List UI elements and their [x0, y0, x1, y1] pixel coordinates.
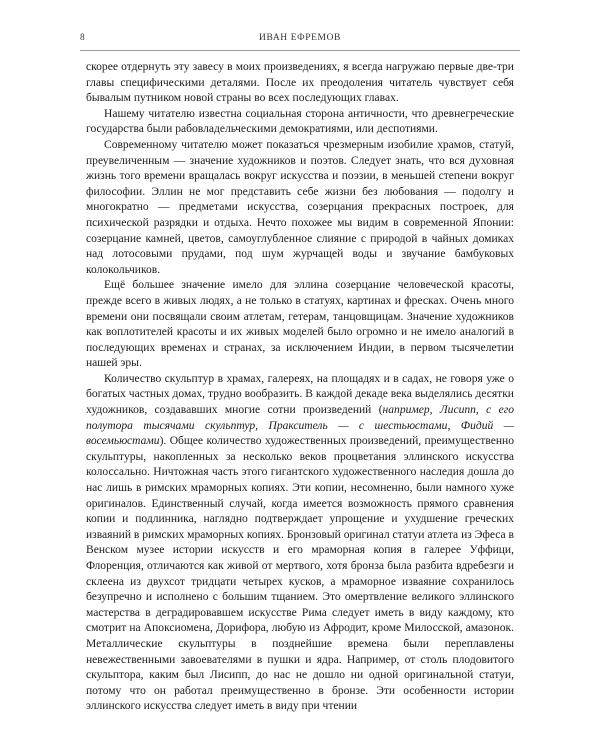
- paragraph-5-text-c: ). Общее количество художественных произведений, преимущественно скульптуры, накопленных за несколько веков процветания эллинского искусства колоссально. Ничтожная часть этого гигантского художественного наследия дошла до нас лишь в римских мраморных копиях. Эти копии, несомненно, были намного хуже оригиналов. Единственный случай, когда имеется возможность прямого сравнения копии и подлинника, наглядно подтверждает упрощение и ухудшение греческих изваяний в римских мраморных копиях. Бронзовый оригинал статуи атлета из Эфеса в Венском музее истории искусств и его мраморная копия в галерее Уффици, Флоренция, отличаются как живой от мертвого, хотя бронза была разбита вдребезги и склеена из двухсот тридцати четырех кусков, а мраморное изваяние сохранилось безупречно и исполнено с большим тщанием. Это омертвление великого эллинского мастерства в деградировавшем искусстве Рима следует иметь в виду каждому, кто смотрит на Апоксиомена, Дорифора, любую из Афродит, кроме Милосской, амазонок. Металлические скульптуры в позднейшие времена были переплавлены невежественными завоевателями в пушки и ядра. Например, от столь плодовитого скульптора, каким был Лисипп, до нас не дошло ни одной оригинальной статуи, потому что он работал преимущественно в бронзе. Эти особенности истории эллинского искусства следует иметь в виду при чтении: [86, 435, 514, 713]
- paragraph-3: Современному читателю может показаться чрезмерным изобилие храмов, статуй, преувеличенным — значение художников и поэтов. Следует знать, что вся духовная жизнь того времени вращалась вокруг искусства и поэзии, в меньшей степени вокруг философии. Эллин не мог представить себе жизни без любования — подолгу и многократно — предметами искусства, созерцания прекрасных построек, для психической разрядки и отдыха. Нечто похожее мы видим в современной Японии: созерцание камней, цветов, самоуглубленное слияние с природой в чайных домиках над лотосовыми прудами, под шум журчащей воды и звучание бамбуковых колокольчиков.: [86, 138, 514, 276]
- page-number: 8: [80, 33, 86, 43]
- header-rule: [80, 50, 520, 51]
- paragraph-1: скорее отдернуть эту завесу в моих произведениях, я всегда нагружаю первые две-три главы специфическими деталями. После их преодоления читатель чувствует себя бывалым путником новой страны во всех последующих главах.: [86, 61, 514, 105]
- paragraph-2: Нашему читателю известна социальная сторона античности, что древнегреческие государства были рабовладельческими демократиями, или деспотиями.: [86, 107, 514, 136]
- paragraph-5-text-a: Количество скульптур в храмах, галереях, на площадях и в садах, не говоря уже о богатых частных домах, трудно вообразить. В каждой декаде века выделялись десятки художников, создававших многие сотни произведений (: [86, 372, 514, 417]
- paragraph-5: [86, 372, 514, 715]
- paragraph-4: Ещё большее значение имело для эллина созерцание человеческой красоты, прежде всего в живых людях, а не только в статуях, картинах и фресках. Очень много времени они посвящали своим атлетам, гетерам, танцовщицам. Значение художников как воплотителей красоты и их живых моделей было огромно и не имело аналогий в последующих временах и странах, за исключением Индии, в первом тысячелетии нашей эры.: [86, 279, 514, 370]
- running-header: [80, 31, 520, 47]
- paragraph-5-italic-aside: например, Лисипп, с его полутора тысячами скульптур, Пракситель — с шестьюстами, Фидий — восемьюстами: [86, 404, 514, 448]
- running-title: ИВАН ЕФРЕМОВ: [259, 33, 341, 43]
- body-text: [86, 60, 514, 715]
